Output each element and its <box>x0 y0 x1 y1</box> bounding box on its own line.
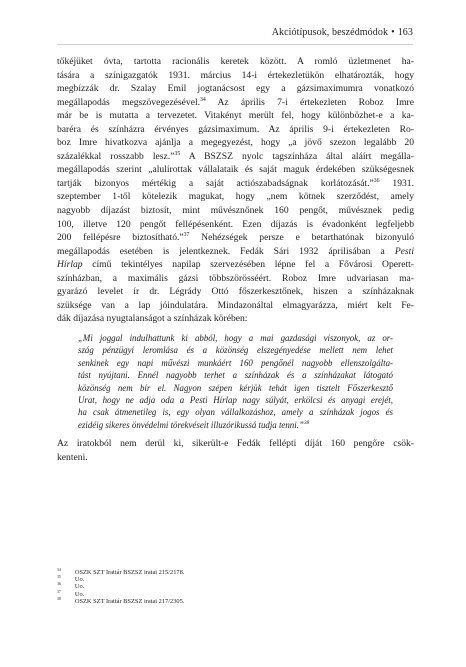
footnote-number: 35 <box>57 575 61 580</box>
footnote-text: OSZK SZT Irattár BSZSZ iratai 217/2305. <box>74 597 185 605</box>
page-number: 163 <box>397 27 413 38</box>
body-line <box>57 258 414 272</box>
footnotes <box>57 569 184 605</box>
newspaper-title: Pesti <box>394 245 414 257</box>
body-line: szüksége van a lap jóindulatára. Mindazonáltal elmagyarázza, miért kelt Fe- <box>57 299 414 311</box>
quote-text-segment: ezidéig sikeres önvédelmi törekvéseit illuzórikussá tudja tenni.” <box>78 419 304 430</box>
body-line: nagyobb díjazást biztosít, mint művésznőnek 160 pengőt, művésznek pedig <box>57 205 414 217</box>
closing-line: kenteni. <box>57 451 88 463</box>
body-line <box>57 150 414 164</box>
footnote-text: Uo. <box>74 576 85 584</box>
footnote-ref: 37 <box>183 231 190 238</box>
footnote <box>57 583 184 590</box>
quote-line: közönség nem bír el. Nagyon szépen kérjük tehát igen tisztelt Főszerkesztő <box>78 382 393 393</box>
body-line: dák díjazása nyugtalanságot a színházak körében: <box>57 313 248 325</box>
body-text-segment: A BSZSZ nyolc tagszínháza által aláírt megálla- <box>180 150 414 162</box>
body-text-segment: megállapodás megszövegezésével. <box>57 96 201 108</box>
body-text-segment: 200 fellépésre biztosítható.” <box>57 232 184 244</box>
body-text-segment: Nehézségek persze e betarthatónak bizonyuló <box>189 232 414 244</box>
body-line <box>57 231 414 245</box>
newspaper-title: Hírlap <box>57 259 83 271</box>
footnote-ref: 36 <box>373 177 380 184</box>
footnote-ref: 34 <box>200 96 206 103</box>
footnote-ref: 38 <box>303 419 310 426</box>
block-quote <box>78 332 393 431</box>
body-line <box>57 177 414 191</box>
body-text-segment: tartják bizonyos mértékig a saját actiószabadságnak korlátozását.” <box>57 177 374 189</box>
quote-line: Urat, hogy ne adja oda a Pesti Hírlap nagy súlyát, erkölcsi és anyagi erejét, <box>78 395 393 406</box>
footnote-number: 36 <box>57 582 61 587</box>
footnote <box>57 591 184 598</box>
closing-paragraph <box>57 437 414 464</box>
header-rule <box>57 44 413 45</box>
quote-line: tást nyújtani. Ennél nagyobb terhet a színházak és a színházakat látogató <box>78 370 393 381</box>
body-text-segment: 1931. <box>379 177 414 189</box>
quote-line: szág pénzügyi leromlása és a közönség elszegényedése mellett nem lehet <box>78 345 393 356</box>
body-line <box>57 96 414 110</box>
quote-line: „Mi joggal indulhattunk ki abból, hogy a mai gazdasági viszonyok, az or- <box>78 333 393 343</box>
body-line: szeptember 1-től kötelezik magukat, hogy „nem kötnek szerződést, amely <box>57 191 414 203</box>
body-line: színházban, a maximális gázsi többszörösséért. Roboz Imre udvariasan ma- <box>57 272 414 284</box>
body-line: megbízzák dr. Szalay Emil jogtanácsost egy a gázsimaximumra vonatkozó <box>57 83 414 95</box>
main-paragraph <box>57 55 414 326</box>
body-line: tására a színigazgatók 1931. március 14-i értekezletükön elhatározták, hogy <box>57 69 414 81</box>
footnote-ref: 35 <box>174 150 181 157</box>
footnote-number: 37 <box>57 589 61 594</box>
quote-line: ha csak átmenetileg is, egy olyan vállalkozáshoz, amely a színházak jogos és <box>78 407 393 418</box>
footnote <box>57 598 184 605</box>
footnote-text: Uo. <box>74 590 85 598</box>
quote-line <box>78 419 393 431</box>
body-line: 100, illetve 120 pengőt fellépésenként. Ezen díjazás is évadonként legfeljebb <box>57 218 414 230</box>
footnote-number: 38 <box>57 596 61 601</box>
quote-line: senkinek egy napi művészi munkáért 160 pengőnél nagyobb ellenszolgálta- <box>78 357 393 368</box>
body-text-segment: megállapodás esetében is jelentkeznek. Fedák Sári 1932 áprilisában a <box>57 245 395 257</box>
footnote-number: 34 <box>57 567 61 572</box>
footnote-text: Uo. <box>74 583 85 591</box>
body-line: tőkéjüket óvta, tartotta racionális keretek között. A romló üzletmenet ha- <box>57 56 414 67</box>
running-head-title: Akciótípusok, beszédmódok <box>271 27 389 38</box>
body-text-segment: című tekintélyes napilap szervezésében lépne fel a Fővárosi Operett- <box>82 259 414 271</box>
body-text-segment: Az április 7-i értekezleten Roboz Imre <box>205 96 414 108</box>
body-line: gyarázó levelet ír dr. Légrády Ottó főszerkesztőnek, hiszen a színházaknak <box>57 286 414 298</box>
closing-line: Az iratokból nem derül ki, sikerült-e Fedák fellépti díját 160 pengőre csök- <box>57 438 414 449</box>
running-head <box>272 27 413 38</box>
body-line: baréra és színházra érvényes gázsimaximum. Az április 9-i értekezleten Ro- <box>57 123 414 135</box>
body-text-segment: százalékkal rosszabb lesz.” <box>57 150 175 162</box>
body-line <box>57 245 414 259</box>
body-line: boz Imre hivatkozva ajánlja a megegyezést, hogy „a jövő szezon legalább 20 <box>57 137 414 149</box>
body-line: megállapodás szerint „alulírottak vállalataik és saját maguk érdekében szükségesnek <box>57 164 414 176</box>
body-line: már be is mutatta a tervezetet. Vitakényt merült fel, hogy különbözhet-e a ka- <box>57 110 414 122</box>
bullet-separator: • <box>391 27 395 38</box>
footnote-text: OSZK SZT Irattár BSZSZ iratai 215/2178. <box>74 569 185 576</box>
